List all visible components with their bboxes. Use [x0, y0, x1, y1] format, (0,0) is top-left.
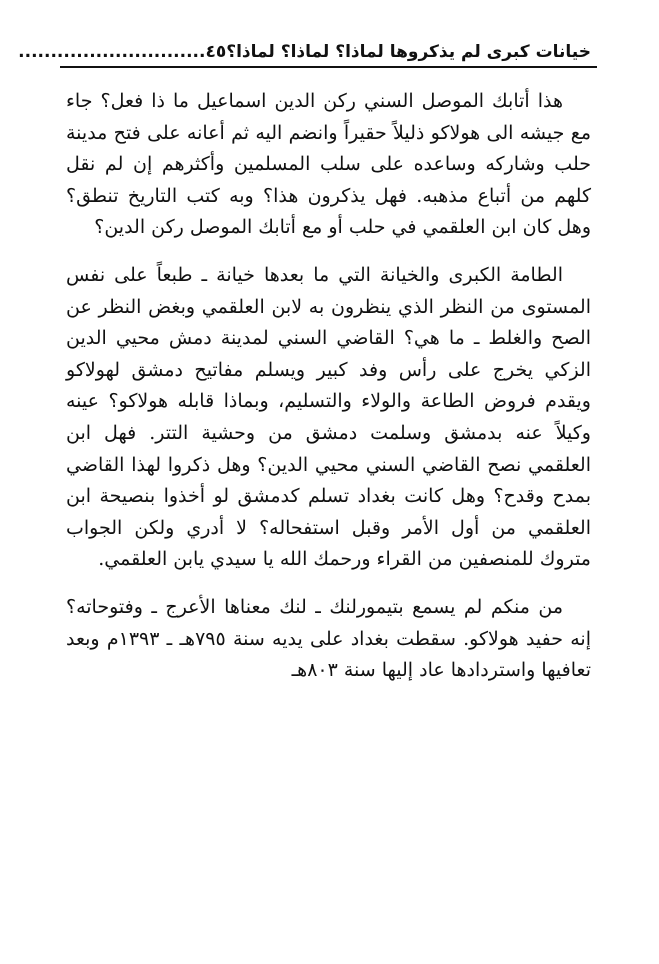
- paragraph: من منكم لم يسمع بتيمورلنك ـ لنك معناها الأعرج ـ وفتوحاته؟ إنه حفيد هولاكو. سقطت بغداد على يديه سنة ٧٩٥هـ ـ ١٣٩٣م وبعد تعافيها واستردادها عاد إليها سنة ٨٠٣هـ: [66, 595, 592, 682]
- body-text: [66, 86, 591, 687]
- paragraph: الطامة الكبرى والخيانة التي ما بعدها خيانة ـ طبعاً على نفس المستوى من النظر الذي ينظرون به لابن العلقمي وبغض النظر عن الصح والغلط ـ ما هي؟ القاضي السني لمدينة دمش محيي الدين الزكي يخرج على رأس وفد كبير ويسلم مفاتيح دمشق لهولاكو ويقدم فروض الطاعة والولاء والتسليم، وبماذا قابله هولاكو؟ عينه وكيلاً عنه بدمشق وسلمت دمشق من وحشية التتر. فهل ابن العلقمي نصح القاضي السني محيي الدين؟ وهل ذكروا لهذا القاضي بمدح وقدح؟ وهل كانت بغداد تسلم كدمشق لو أخذوا بنصيحة ابن العلقمي من أول الأمر وقبل استفحاله؟ لا أدري ولكن الجواب متروك للمنصفين من القراء ورحمك الله يا سيدي يابن العلقمي.: [66, 263, 591, 571]
- running-header-title: خيانات كبرى لم يذكروها لماذا؟ لماذا؟ لماذا؟: [226, 42, 591, 62]
- page-number: ٤٥.............................: [18, 42, 227, 62]
- paragraph: هذا أتابك الموصل السني ركن الدين اسماعيل ما ذا فعل؟ جاء مع جيشه الى هولاكو ذليلاً حقيراً وانضم اليه ثم أعانه على فتح مدينة حلب وشاركه وساعده على سلب المسلمين وأكثرهم إن لم نقل كلهم من أتباع مذهبه. فهل يذكرون هذا؟ وبه كتب التاريخ تنطق؟ وهل كان ابن العلقمي في حلب أو مع أتابك الموصل ركن الدين؟: [66, 90, 591, 239]
- header-divider: [60, 66, 597, 68]
- running-header: [18, 28, 591, 62]
